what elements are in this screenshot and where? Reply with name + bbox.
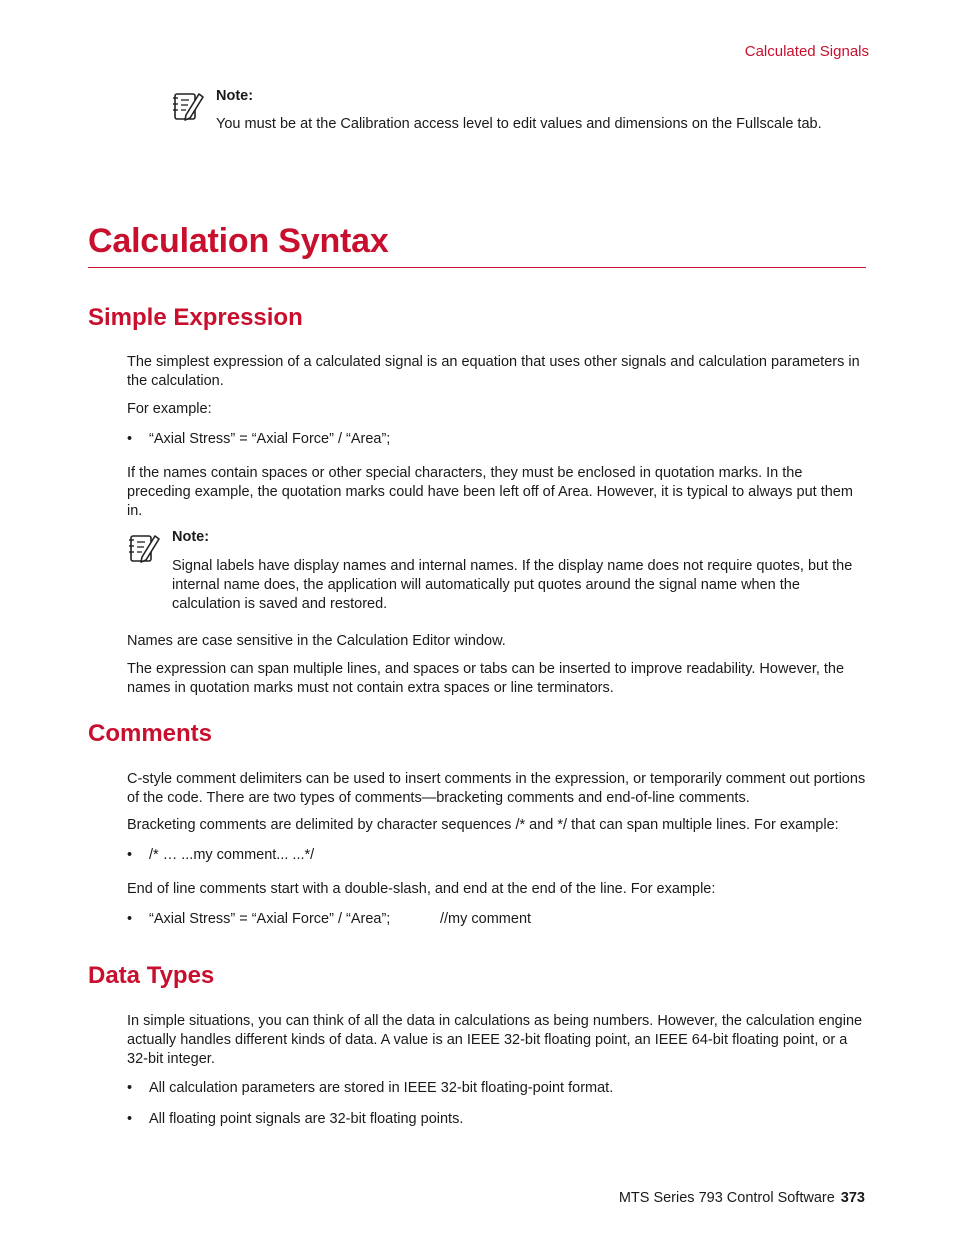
- heading-simple-expression: Simple Expression: [88, 304, 303, 331]
- footer-product: MTS Series 793 Control Software: [618, 1190, 835, 1206]
- paragraph: In simple situations, you can think of all the data in calculations as being numbers. However, the calculation engine actually handles different kinds of data. A value is an IEEE 32-bit floating point, an IEEE 64-bit floating point, or a 32-bit integer.: [127, 1013, 863, 1067]
- note-pencil-icon: [128, 531, 160, 565]
- paragraph: End of line comments start with a double-slash, and end at the end of the line. For example:: [127, 881, 716, 897]
- note-pencil-icon: [172, 89, 204, 123]
- bullet-icon: •: [127, 431, 133, 447]
- list-item-comment: //my comment: [440, 911, 532, 927]
- page-title: Calculation Syntax: [88, 222, 389, 260]
- note-text: You must be at the Calibration access level to edit values and dimensions on the Fullscale tab.: [216, 116, 822, 132]
- note-label: Note:: [216, 88, 254, 104]
- bullet-icon: •: [127, 1080, 133, 1096]
- paragraph: C-style comment delimiters can be used to insert comments in the expression, or temporarily comment out portions of the code. There are two types of comments—bracketing comments and end-of-line comments.: [127, 771, 866, 806]
- paragraph: The expression can span multiple lines, and spaces or tabs can be inserted to improve readability. However, the names in quotation marks must not contain extra spaces or line terminators.: [127, 661, 845, 696]
- list-item-text: “Axial Stress” = “Axial Force” / “Area”;: [149, 431, 391, 447]
- bullet-icon: •: [127, 911, 133, 927]
- list-item-code: “Axial Stress” = “Axial Force” / “Area”;: [149, 911, 391, 927]
- note-label: Note:: [172, 529, 210, 545]
- list-item-text: /* … ...my comment... ...*/: [149, 847, 315, 863]
- page-footer: [619, 1190, 865, 1206]
- bullet-icon: •: [127, 847, 133, 863]
- paragraph: If the names contain spaces or other special characters, they must be enclosed in quotation marks. In the preceding example, the quotation marks could have been left off of Area. However, it is typical to always put them in.: [127, 465, 853, 519]
- heading-comments: Comments: [88, 720, 213, 747]
- paragraph: The simplest expression of a calculated signal is an equation that uses other signals and calculation parameters in the calculation.: [127, 354, 860, 389]
- page-number: 373: [840, 1190, 865, 1206]
- list-item-text: All floating point signals are 32-bit floating points.: [149, 1111, 464, 1127]
- title-rule: [88, 267, 866, 268]
- paragraph: For example:: [127, 401, 212, 417]
- running-header: Calculated Signals: [744, 43, 869, 60]
- note-text: Signal labels have display names and internal names. If the display name does not require quotes, but the internal name does, the application will automatically put quotes around the signal name when the calculation is saved and restored.: [172, 558, 853, 612]
- bullet-icon: •: [127, 1111, 133, 1127]
- paragraph: Names are case sensitive in the Calculation Editor window.: [127, 633, 506, 649]
- heading-data-types: Data Types: [88, 962, 215, 989]
- paragraph: Bracketing comments are delimited by character sequences /* and */ that can span multiple lines. For example:: [127, 817, 839, 833]
- list-item-text: All calculation parameters are stored in IEEE 32-bit floating-point format.: [149, 1080, 614, 1096]
